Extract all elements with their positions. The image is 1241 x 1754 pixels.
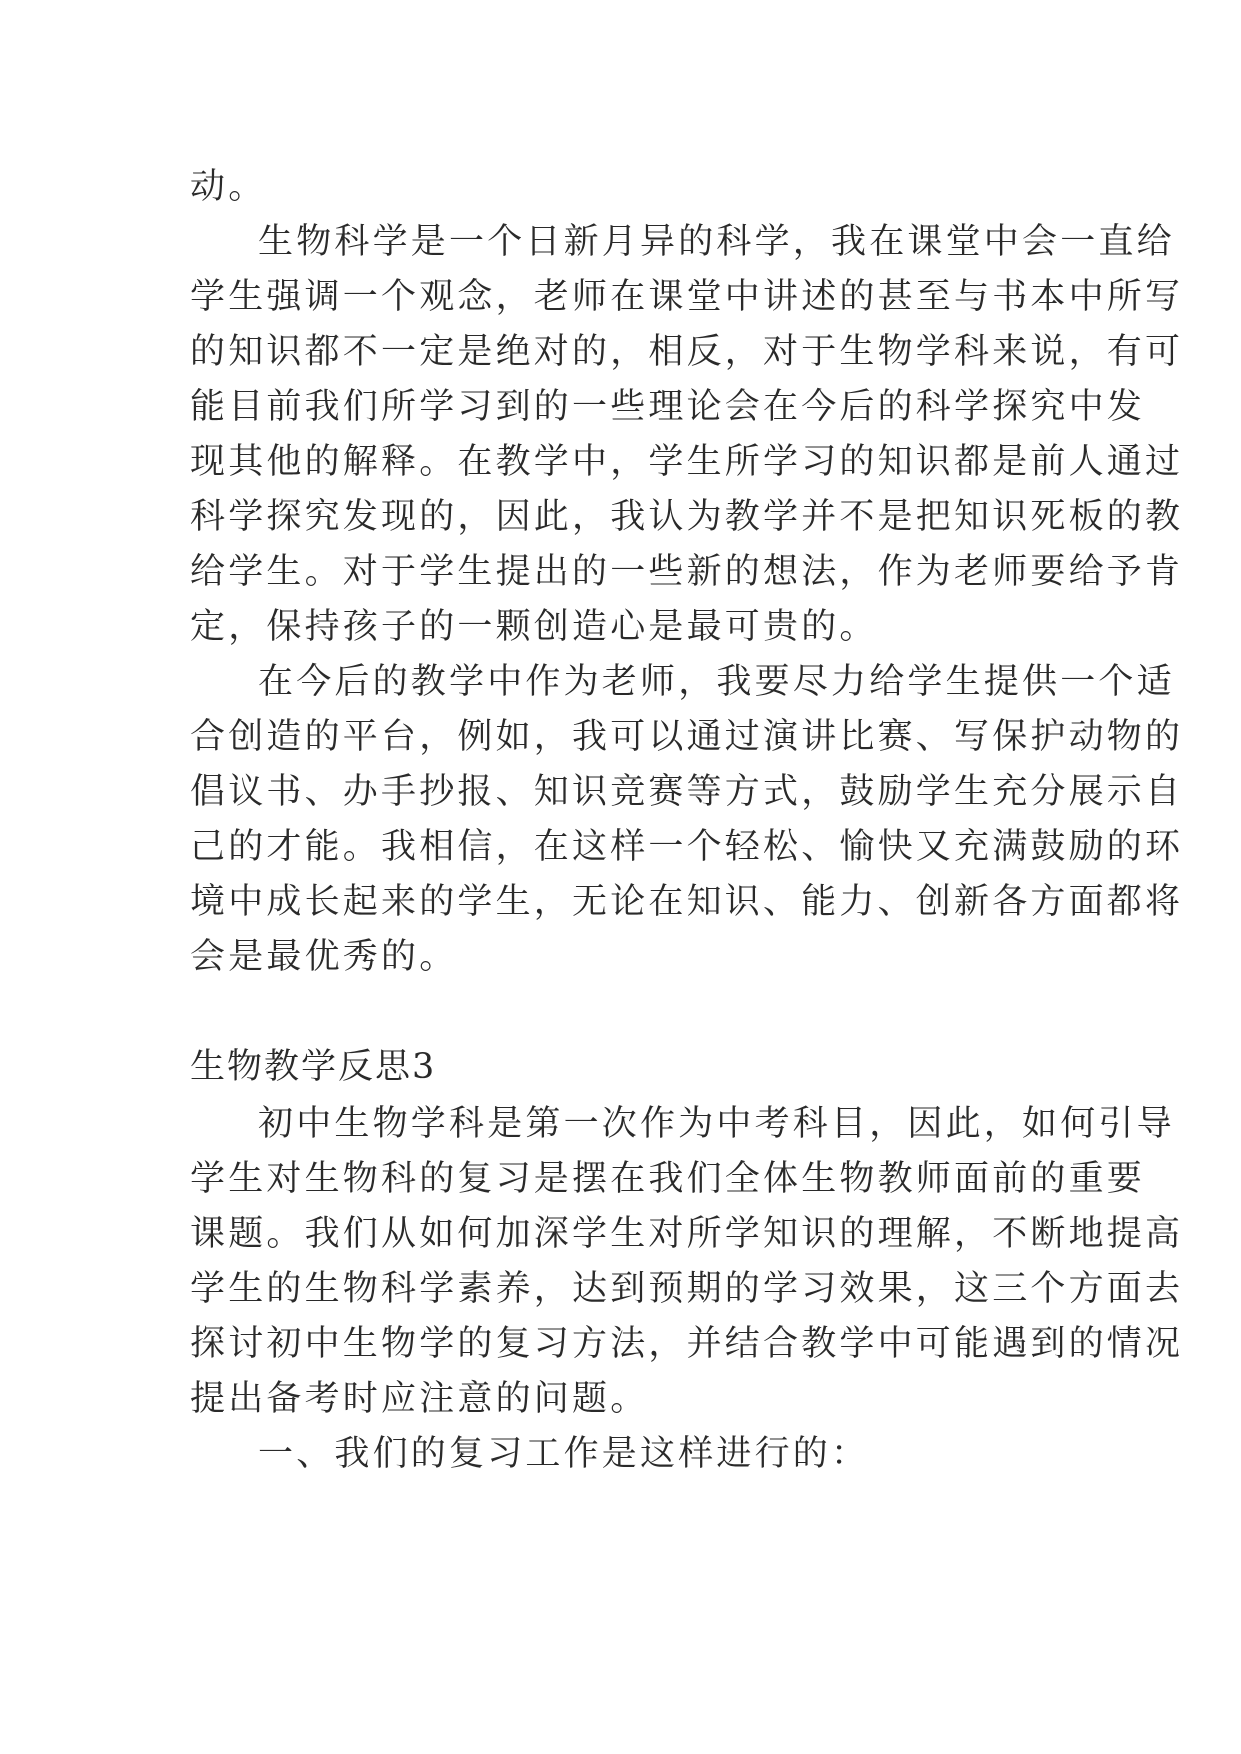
text-line: 的知识都不一定是绝对的，相反，对于生物学科来说，有可 <box>190 332 1184 372</box>
text-line: 探讨初中生物学的复习方法，并结合教学中可能遇到的情况 <box>190 1324 1184 1364</box>
text-line: 给学生。对于学生提出的一些新的想法，作为老师要给予肯 <box>190 552 1184 592</box>
list-item-heading: 一、我们的复习工作是这样进行的： <box>258 1434 870 1474</box>
text-line: 学生强调一个观念，老师在课堂中讲述的甚至与书本中所写 <box>190 277 1184 317</box>
text-line: 学生对生物科的复习是摆在我们全体生物教师面前的重要 <box>190 1159 1146 1199</box>
text-line: 提出备考时应注意的问题。 <box>190 1379 649 1419</box>
paragraph-first-line: 初中生物学科是第一次作为中考科目，因此，如何引导 <box>258 1104 1175 1144</box>
paragraph-first-line: 生物科学是一个日新月异的科学，我在课堂中会一直给 <box>258 222 1175 262</box>
text-line: 会是最优秀的。 <box>190 937 458 977</box>
text-line: 倡议书、办手抄报、知识竞赛等方式，鼓励学生充分展示自 <box>190 772 1184 812</box>
text-line: 定，保持孩子的一颗创造心是最可贵的。 <box>190 607 878 647</box>
text-line: 现其他的解释。在教学中，学生所学习的知识都是前人通过 <box>190 442 1184 482</box>
section-heading: 生物教学反思3 <box>190 1047 437 1087</box>
paragraph-first-line: 在今后的教学中作为老师，我要尽力给学生提供一个适 <box>258 662 1175 702</box>
text-line: 动。 <box>190 167 267 207</box>
text-line: 科学探究发现的，因此，我认为教学并不是把知识死板的教 <box>190 497 1184 537</box>
text-line: 能目前我们所学习到的一些理论会在今后的科学探究中发 <box>190 387 1146 427</box>
text-line: 合创造的平台，例如，我可以通过演讲比赛、写保护动物的 <box>190 717 1184 757</box>
text-line: 课题。我们从如何加深学生对所学知识的理解，不断地提高 <box>190 1214 1184 1254</box>
text-line: 境中成长起来的学生，无论在知识、能力、创新各方面都将 <box>190 882 1184 922</box>
text-line: 己的才能。我相信，在这样一个轻松、愉快又充满鼓励的环 <box>190 827 1184 867</box>
text-line: 学生的生物科学素养，达到预期的学习效果，这三个方面去 <box>190 1269 1184 1309</box>
